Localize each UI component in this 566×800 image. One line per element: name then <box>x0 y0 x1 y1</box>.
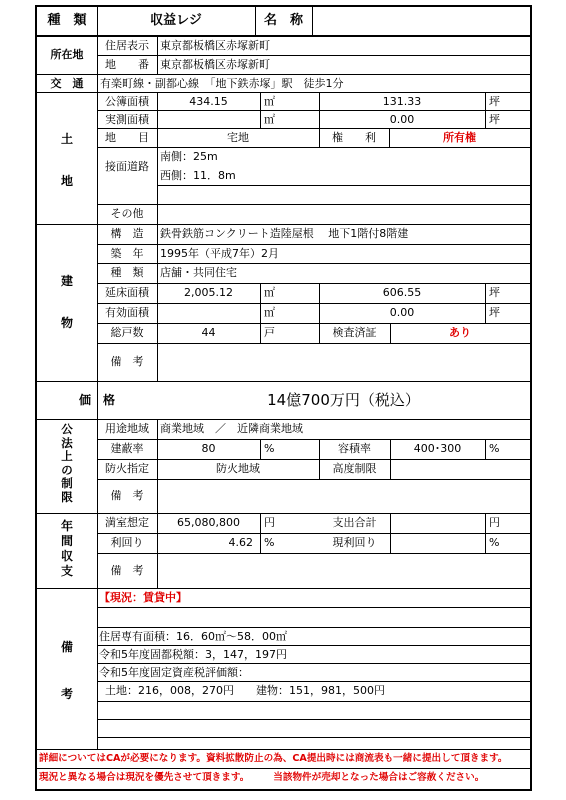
regulation-label: 公法上の制限 <box>61 422 73 504</box>
height-label: 高度制限 <box>332 462 377 475</box>
tsubo-unit: 坪 <box>489 286 500 299</box>
address-value: 東京都板橋区赤塚新町 <box>160 39 270 52</box>
floor-area-label: 延床面積 <box>105 286 149 299</box>
regulation-notes-label: 備 考 <box>110 489 144 502</box>
income-notes-label: 備 考 <box>110 564 144 577</box>
fire-value: 防火地域 <box>216 462 260 475</box>
remarks-line-3: 令和5年度固定資産税評価額： <box>99 666 249 679</box>
measured-area-label: 実測面積 <box>105 113 149 126</box>
tsubo-unit: 坪 <box>489 113 500 126</box>
bcr-label: 建蔽率 <box>110 442 144 455</box>
inspection-label: 検査済証 <box>332 326 377 339</box>
registered-tsubo-value: 131.33 <box>382 95 422 108</box>
yield-unit: % <box>264 536 275 549</box>
tsubo-unit: 坪 <box>489 306 500 319</box>
full-occupancy-value: 65,080,800 <box>177 516 240 529</box>
price-label: 価 格 <box>78 393 115 407</box>
zone-value: 商業地域 ／ 近隣商業地域 <box>160 422 303 435</box>
remarks-label-top: 備 <box>60 640 73 654</box>
transport-label: 交 通 <box>50 77 84 90</box>
bcr-value: 80 <box>201 442 216 455</box>
far-value: 400･300 <box>413 442 462 455</box>
registered-area-label: 公簿面積 <box>105 95 149 108</box>
footer-line-1: 詳細についてはCAが必要になります。資料拡散防止の為、CA提出時には商流表も一緒に提出して頂きます。 <box>39 753 508 764</box>
land-other-label: その他 <box>110 207 144 220</box>
zone-label: 用途地域 <box>105 422 149 435</box>
fire-label: 防火指定 <box>105 462 149 475</box>
road-west: 西側：11．8m <box>160 169 236 182</box>
price-value: 14億700万円（税込） <box>267 391 420 409</box>
type-label: 種 類 <box>47 13 87 28</box>
footer-line-2: 現況と異なる場合は現況を優先させて頂きます。 当該物件が売却となった場合はご容赦ください。 <box>39 772 485 783</box>
location-label: 所在地 <box>50 48 84 61</box>
units-label: 総戸数 <box>110 326 144 339</box>
sqm-unit: ㎡ <box>264 113 275 126</box>
lot-label: 地 番 <box>105 58 149 71</box>
building-kind-value: 店舗・共同住宅 <box>160 266 237 279</box>
registered-area-value: 434.15 <box>189 95 228 108</box>
transport-value: 有楽町線・副都心線 「地下鉄赤塚」駅 徒歩1分 <box>100 77 344 90</box>
sqm-unit: ㎡ <box>264 306 275 319</box>
net-yield-label: 現利回り <box>332 536 377 549</box>
remarks-line-4: 土地：216，008，270円 建物：151，981，500円 <box>105 684 385 697</box>
property-sheet <box>35 5 532 791</box>
status-text: 【現況：賃貸中】 <box>99 591 187 604</box>
building-notes-label: 備 考 <box>110 355 144 368</box>
sqm-unit: ㎡ <box>264 95 275 108</box>
net-yield-unit: % <box>489 536 500 549</box>
road-south: 南側：25m <box>160 150 218 163</box>
land-category-value: 宅地 <box>227 131 249 144</box>
land-label-bottom: 地 <box>60 174 73 188</box>
built-label: 築 年 <box>110 247 144 260</box>
units-unit: 戸 <box>264 326 275 339</box>
building-label-top: 建 <box>60 274 73 288</box>
floor-tsubo-value: 606.55 <box>382 286 422 299</box>
measured-tsubo-value: 0.00 <box>389 113 415 126</box>
built-value: 1995年（平成7年）2月 <box>160 247 279 260</box>
type-value: 収益レジ <box>150 13 202 28</box>
land-category-label: 地 目 <box>105 131 149 144</box>
far-label: 容積率 <box>338 442 371 455</box>
name-label: 名 称 <box>263 13 303 28</box>
yen-unit: 円 <box>264 516 275 529</box>
lot-value: 東京都板橋区赤塚新町 <box>160 58 270 71</box>
rights-label: 権 利 <box>332 131 376 144</box>
sqm-unit: ㎡ <box>264 286 275 299</box>
effective-tsubo-value: 0.00 <box>389 306 415 319</box>
remarks-label-bottom: 考 <box>60 687 73 701</box>
yen-unit: 円 <box>489 516 500 529</box>
full-occupancy-label: 満室想定 <box>105 516 149 529</box>
floor-area-value: 2,005.12 <box>184 286 233 299</box>
building-kind-label: 種 類 <box>110 266 144 279</box>
structure-label: 構 造 <box>110 227 144 240</box>
land-label-top: 土 <box>60 132 73 146</box>
remarks-line-2: 令和5年度固都税額：3，147，197円 <box>99 648 287 661</box>
building-label-bottom: 物 <box>60 316 73 330</box>
effective-area-label: 有効面積 <box>105 306 149 319</box>
road-label: 接面道路 <box>105 160 149 173</box>
bcr-unit: % <box>264 442 275 455</box>
yield-value: 4.62 <box>228 536 253 549</box>
inspection-value: あり <box>449 326 471 339</box>
rights-value: 所有権 <box>443 131 476 144</box>
yield-label: 利回り <box>110 536 144 549</box>
units-value: 44 <box>201 326 216 339</box>
address-label: 住居表示 <box>105 39 149 52</box>
income-label: 年間収支 <box>60 519 73 578</box>
remarks-line-1: 住居専有面積：16．60㎡～58．00㎡ <box>99 630 287 643</box>
expense-label: 支出合計 <box>332 516 377 529</box>
tsubo-unit: 坪 <box>489 95 500 108</box>
structure-value: 鉄骨鉄筋コンクリート造陸屋根 地下1階付8階建 <box>160 227 409 240</box>
far-unit: % <box>489 442 500 455</box>
